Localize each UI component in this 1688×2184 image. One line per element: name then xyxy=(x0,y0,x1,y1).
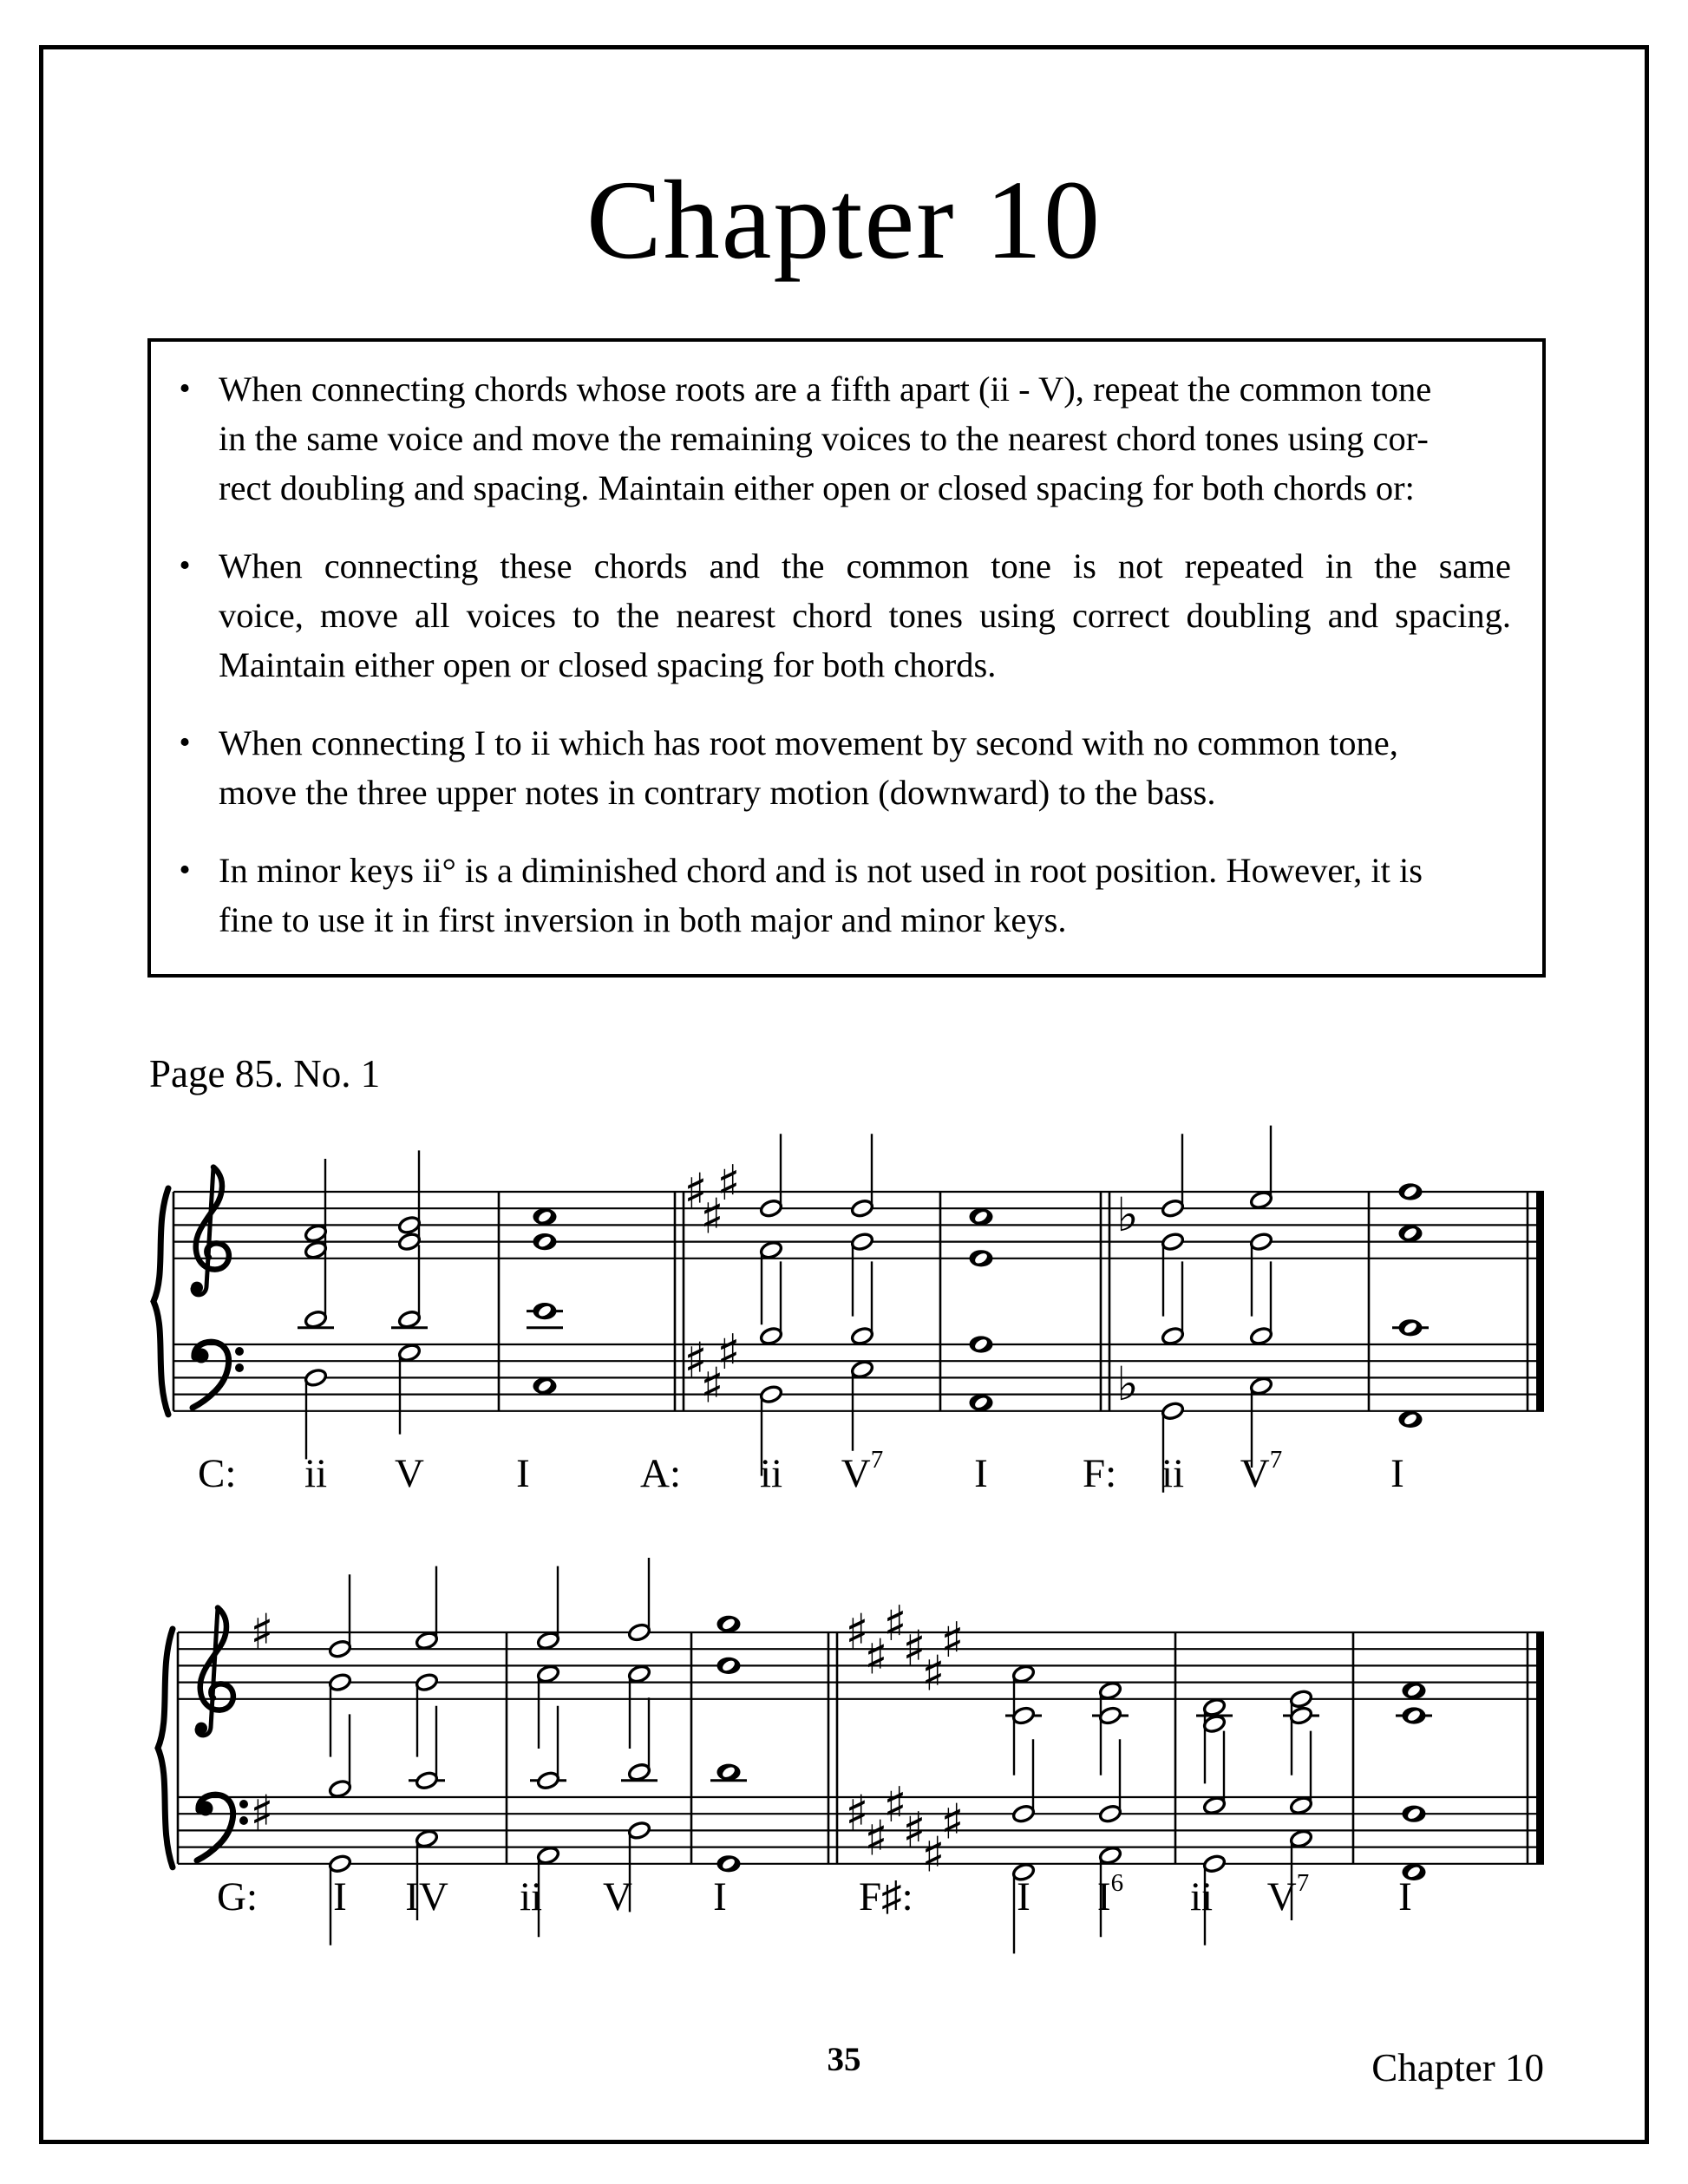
chord-ii xyxy=(759,1134,783,1496)
chord-label: V xyxy=(395,1451,424,1496)
bullet-text-line: fine to use it in first inversion in both major and minor keys. xyxy=(219,900,1067,939)
chord-label: ii xyxy=(1161,1451,1185,1496)
chord-I xyxy=(516,1208,563,1496)
grand-staff-system-1 xyxy=(154,1126,1544,1496)
chord-label: ii xyxy=(519,1874,543,1919)
svg-text:♯: ♯ xyxy=(684,1163,708,1220)
barline-final xyxy=(1528,1632,1544,1864)
chord-label: ii xyxy=(1189,1874,1214,1919)
chord-label: $V^7$ xyxy=(1266,1869,1310,1919)
bullet-text-line: Maintain either open or closed spacing for both chords. xyxy=(219,645,997,684)
svg-text:♯: ♯ xyxy=(864,1810,888,1867)
chord-label: I xyxy=(333,1874,347,1919)
key-label: G: xyxy=(217,1874,258,1919)
chord-ii xyxy=(298,1159,334,1496)
bullet-marker: • xyxy=(179,547,191,584)
bullet-text-line: voice, move all voices to the nearest chord tones using correct doubling and spacing. xyxy=(219,596,1511,635)
chord-ii xyxy=(1161,1134,1185,1496)
svg-text:♯: ♯ xyxy=(716,1154,741,1212)
svg-text:♯: ♯ xyxy=(684,1332,708,1390)
svg-text:♯: ♯ xyxy=(845,1604,869,1661)
chord-I xyxy=(1390,1183,1429,1496)
chord-label: I xyxy=(713,1874,727,1919)
chord-I xyxy=(328,1574,352,1945)
bullet-text-line: move the three upper notes in contrary motion (downward) to the bass. xyxy=(219,773,1216,812)
svg-text:♯: ♯ xyxy=(940,1612,965,1670)
key-signature-flat xyxy=(1116,1187,1138,1411)
svg-text:♭: ♭ xyxy=(1116,1187,1139,1242)
svg-text:♯: ♯ xyxy=(940,1794,965,1851)
chord-label: ii xyxy=(759,1451,783,1496)
barline-double xyxy=(828,1632,837,1864)
bullet-text-line: When connecting these chords and the common tone is not repeated in the same xyxy=(219,546,1511,585)
chord-V xyxy=(603,1558,658,1919)
svg-text:♯: ♯ xyxy=(250,1785,274,1842)
svg-text:♯: ♯ xyxy=(700,1357,724,1415)
bullet-text-line: in the same voice and move the remaining voices to the nearest chord tones using cor- xyxy=(219,419,1429,458)
system-brace xyxy=(158,1629,173,1867)
chord-label: I xyxy=(974,1451,988,1496)
key-label: C: xyxy=(198,1451,237,1496)
chord-ii xyxy=(520,1566,566,1938)
chord-I xyxy=(710,1616,747,1919)
footer-page-number: 35 xyxy=(827,2041,861,2078)
chord-label: I xyxy=(1398,1874,1412,1919)
svg-text:♯: ♯ xyxy=(883,1595,907,1652)
chord-V7 xyxy=(841,1134,883,1496)
chord-label: ii xyxy=(304,1451,328,1496)
svg-text:♯: ♯ xyxy=(921,1827,945,1884)
bullet-marker: • xyxy=(179,724,191,761)
chapter-title: Chapter 10 xyxy=(586,158,1102,284)
bullet-text-line: In minor keys ii° is a diminished chord and is not used in root position. However, it is xyxy=(219,851,1423,890)
chord-I xyxy=(970,1208,993,1496)
chord-IV xyxy=(405,1566,448,1920)
key-label: A: xyxy=(640,1451,681,1496)
svg-text:♯: ♯ xyxy=(883,1777,907,1834)
chord-V7 xyxy=(1240,1126,1282,1496)
key-signature-sharp xyxy=(250,1605,273,1842)
svg-text:♯: ♯ xyxy=(864,1629,888,1686)
bullet-marker: • xyxy=(179,370,191,407)
grand-staff-system-2 xyxy=(158,1558,1544,1953)
svg-text:♭: ♭ xyxy=(1116,1357,1139,1412)
chord-label: V xyxy=(603,1874,632,1919)
chord-ii xyxy=(1190,1697,1233,1945)
svg-text:♯: ♯ xyxy=(250,1604,274,1661)
key-label: F♯: xyxy=(859,1874,913,1919)
system-brace xyxy=(154,1188,168,1415)
key-signature-sharp xyxy=(845,1596,964,1884)
chord-V xyxy=(391,1150,428,1496)
svg-text:♯: ♯ xyxy=(700,1188,724,1246)
chord-V7 xyxy=(1267,1689,1319,1920)
chord-I xyxy=(1005,1664,1042,1953)
chord-label: $V^7$ xyxy=(1240,1446,1283,1496)
chord-label: $V^7$ xyxy=(841,1446,884,1496)
bullet-text-line: When connecting I to ii which has root movement by second with no common tone, xyxy=(219,723,1398,762)
svg-text:♯: ♯ xyxy=(716,1324,741,1382)
chord-label: I xyxy=(1390,1451,1404,1496)
chord-label: I xyxy=(516,1451,530,1496)
exercise-label: Page 85. No. 1 xyxy=(149,1052,381,1095)
chord-label: I xyxy=(1017,1874,1030,1919)
key-signature-sharp xyxy=(684,1155,740,1415)
footer-chapter-label: Chapter 10 xyxy=(1371,2046,1544,2089)
key-label: F: xyxy=(1083,1451,1117,1496)
svg-text:♯: ♯ xyxy=(902,1801,926,1859)
svg-text:♯: ♯ xyxy=(845,1785,869,1842)
chord-label: IV xyxy=(405,1874,448,1919)
bullet-text-line: rect doubling and spacing. Maintain either open or closed spacing for both chords or: xyxy=(219,468,1415,507)
chord-I xyxy=(1396,1683,1432,1919)
bullet-text-line: When connecting chords whose roots are a fifth apart (ii - V), repeat the common tone xyxy=(219,369,1432,409)
chord-I6 xyxy=(1092,1681,1129,1938)
svg-text:♯: ♯ xyxy=(921,1645,945,1703)
svg-text:♯: ♯ xyxy=(902,1620,926,1677)
bullet-marker: • xyxy=(179,852,191,888)
chord-label: $I^6$ xyxy=(1096,1869,1124,1919)
